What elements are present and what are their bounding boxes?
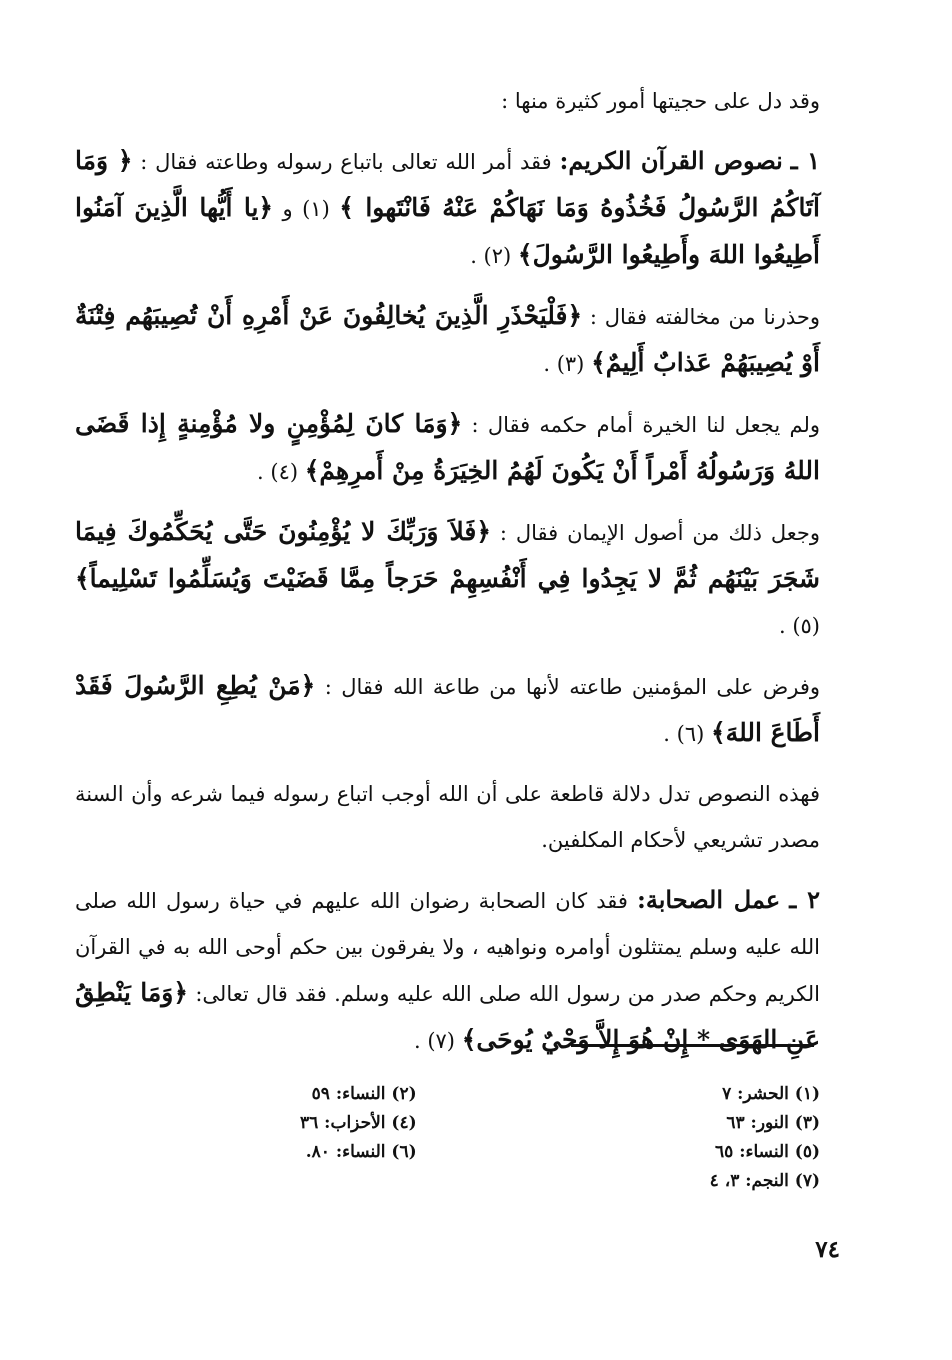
quran-verse: ﴿وَمَا كانَ لِمُؤْمِنٍ ولا مُؤْمِنةٍ إِذا قَضَى اللهُ وَرَسُولُهُ أَمْراً أَنْ يَكُونَ لَهُمُ الخِيَرَةُ مِنْ أَمرِهِمْ﴾ — [75, 409, 820, 485]
page-body — [75, 78, 820, 1078]
footnote: (٦) النساء: ٨٠. — [305, 1142, 417, 1162]
paragraph-warning — [75, 293, 820, 387]
quran-verse: ﴿مَنْ يُطِعِ الرَّسُولَ فَقَدْ أَطَاعَ اللهَ﴾ — [75, 671, 820, 747]
footnote: (٣) النور: ٦٣ — [726, 1113, 820, 1133]
footnote-ref: (٢) . — [470, 244, 512, 268]
footnote: (٢) النساء: ٥٩ — [311, 1084, 417, 1104]
page-number: ٧٤ — [815, 1236, 840, 1263]
footnote: (٧) النجم: ٣، ٤ — [709, 1171, 820, 1191]
intro-line: وقد دل على حجيتها أمور كثيرة منها : — [501, 89, 820, 113]
quran-verse: ﴿يا أَيُّها الَّذِينَ آمَنُوا أَطِيعُوا اللهَ وأَطِيعُوا الرَّسُولَ﴾ — [75, 193, 820, 269]
paragraph-faith — [75, 509, 820, 649]
item-number: ٢ ـ — [789, 885, 820, 914]
footnotes — [300, 1080, 820, 1196]
quran-verse: ﴿وَمَا يَنْطِقُ عَنِ الهَوَى * إِنْ هُوَ إِلاَّ وَحْيٌ يُوحَى﴾ — [75, 978, 820, 1054]
footnote-ref: (٤) . — [257, 460, 299, 484]
paragraph-conclusion: فهذه النصوص تدل دلالة قاطعة على أن الله أوجب اتباع رسوله فيما شرعه وأن السنة مصدر تشريعي لأحكام المكلفين. — [75, 782, 820, 852]
paragraph-text: وفرض على المؤمنين طاعته لأنها من طاعة الله فقال : — [315, 675, 820, 699]
footnote-ref: (٥) . — [778, 614, 820, 638]
footnote: (٥) النساء: ٦٥ — [715, 1142, 820, 1162]
paragraph-text: فقد أمر الله تعالى باتباع رسوله وطاعته فقال : — [132, 150, 552, 174]
paragraph-text: فقد كان الصحابة رضوان الله عليهم في حياة رسول الله صلى الله عليه وسلم يمتثلون أوامره ونواهيه ، ولا يفرقون بين حكم أوحى الله به في القرآن الكريم وحكم صدر من رسول الله صلى الله عليه وسلم. فقد قال تعالى: — [75, 889, 821, 1006]
section-heading: نصوص القرآن الكريم: — [559, 146, 783, 175]
footnote: (١) الحشر: ٧ — [722, 1084, 820, 1104]
item-number: ١ ـ — [790, 146, 820, 175]
section-heading: عمل الصحابة: — [637, 885, 781, 914]
footnote-ref: (٣) . — [543, 352, 585, 376]
paragraph-companions — [75, 877, 820, 1064]
footnote-ref: (٧) . — [413, 1029, 455, 1053]
footnote-ref: (١) و — [273, 197, 330, 221]
footnote: (٤) الأحزاب: ٣٦ — [300, 1113, 417, 1133]
quran-verse: ﴿فَلْيَحْذَرِ الَّذِينَ يُخالِفُونَ عَنْ أَمْرِهِ أَنْ تُصِيبَهُم فِتْنَةٌ أَوْ يُصِيبَهُمْ عَذابٌ أَلِيمٌ﴾ — [75, 301, 820, 377]
paragraph-text: ولم يجعل لنا الخيرة أمام حكمه فقال : — [462, 413, 820, 437]
footnote-divider — [571, 1044, 814, 1047]
paragraph-choice — [75, 401, 820, 495]
footnotes-right-column — [710, 1080, 820, 1196]
paragraph-text: وجعل ذلك من أصول الإيمان فقال : — [490, 521, 820, 545]
paragraph-obedience — [75, 663, 820, 757]
footnote-ref: (٦) . — [663, 722, 705, 746]
quran-verse: ﴿فَلاَ وَرَبِّكَ لا يُؤْمِنُونَ حَتَّى يُحَكِّمُوكَ فِيمَا شَجَرَ بَيْنَهُم ثُمَّ لا يَجِدُوا فِي أَنْفُسِهِمْ حَرَجاً مِمَّا قَضَيْتَ وَيُسَلِّمُوا تَسْلِيماً﴾ — [75, 517, 820, 593]
paragraph-quran-texts — [75, 138, 820, 279]
paragraph-text: وحذرنا من مخالفته فقال : — [582, 305, 820, 329]
quran-verse: ﴿ وَمَا آتَاكُمُ الرَّسُولُ فَخُذُوهُ وَمَا نَهَاكُمْ عَنْهُ فَانْتَهوا ﴾ — [75, 146, 820, 222]
footnotes-left-column — [300, 1080, 417, 1196]
